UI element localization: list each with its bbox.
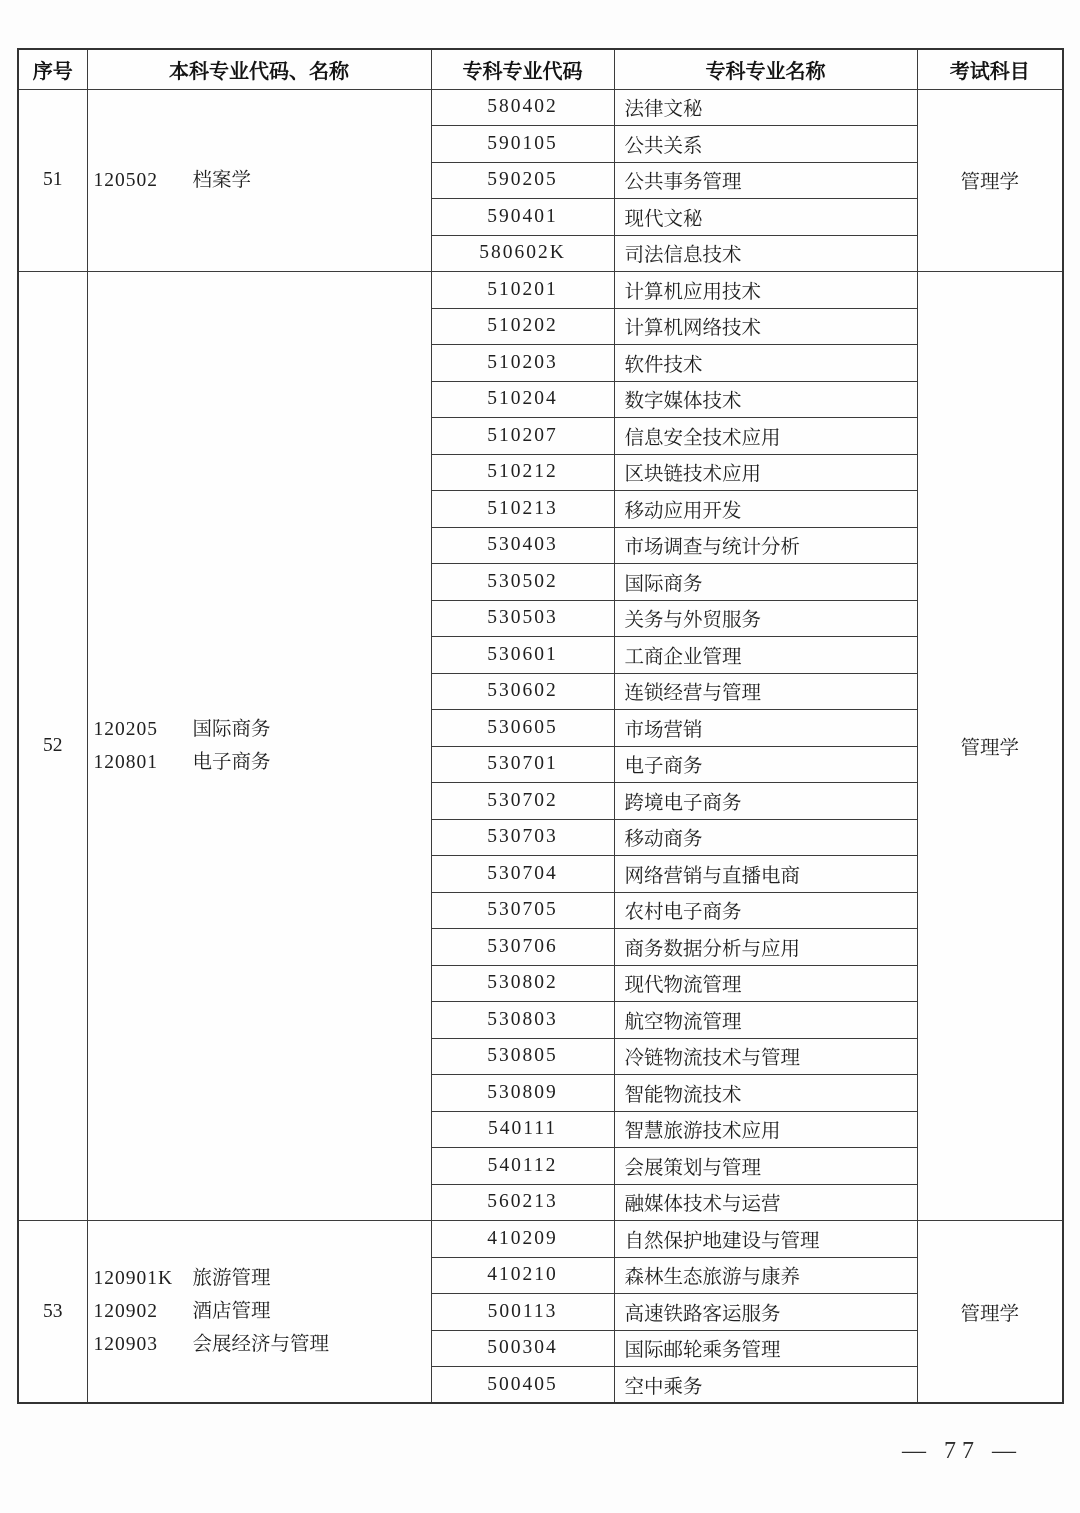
header-cell: 本科专业代码、名称 (87, 49, 431, 89)
header-cell: 专科专业代码 (431, 49, 614, 89)
undergrad-major-name: 旅游管理 (192, 1268, 271, 1289)
college-major-name-cell: 智能物流技术 (614, 1075, 917, 1112)
college-major-name-cell: 数字媒体技术 (614, 381, 917, 418)
exam-subject-cell: 管理学 (917, 1221, 1063, 1404)
college-major-name-cell: 智慧旅游技术应用 (614, 1111, 917, 1148)
college-major-name-cell: 关务与外贸服务 (614, 600, 917, 637)
college-major-code-cell: 530702 (431, 783, 614, 820)
college-major-code-cell: 580602K (431, 235, 614, 272)
undergrad-major-code: 120502 (93, 169, 158, 191)
college-major-name-cell: 连锁经营与管理 (614, 673, 917, 710)
college-major-name-cell: 移动商务 (614, 819, 917, 856)
college-major-name-cell: 自然保护地建设与管理 (614, 1221, 917, 1258)
college-major-code-cell: 530704 (431, 856, 614, 893)
undergrad-major-cell (87, 1221, 431, 1404)
undergrad-major-code: 120901K (93, 1268, 174, 1289)
college-major-name-cell: 森林生态旅游与康养 (614, 1257, 917, 1294)
undergrad-major-code: 120801 (93, 752, 158, 773)
undergrad-major-code: 120903 (93, 1334, 158, 1355)
college-major-name-cell: 现代文秘 (614, 199, 917, 236)
college-major-code-cell: 530502 (431, 564, 614, 601)
undergrad-major-cell (87, 272, 431, 1221)
college-major-code-cell: 530802 (431, 965, 614, 1002)
college-major-name-cell: 市场调查与统计分析 (614, 527, 917, 564)
college-major-code-cell: 510207 (431, 418, 614, 455)
college-major-code-cell: 530701 (431, 746, 614, 783)
exam-subject-cell: 管理学 (917, 272, 1063, 1221)
college-major-name-cell: 软件技术 (614, 345, 917, 382)
college-major-code-cell: 530403 (431, 527, 614, 564)
college-major-name-cell: 会展策划与管理 (614, 1148, 917, 1185)
undergrad-major-name: 酒店管理 (192, 1301, 271, 1322)
undergrad-major-line (94, 1295, 431, 1328)
college-major-code-cell: 590205 (431, 162, 614, 199)
college-major-code-cell: 530706 (431, 929, 614, 966)
table-row (18, 1221, 1063, 1258)
college-major-code-cell: 530809 (431, 1075, 614, 1112)
college-major-name-cell: 法律文秘 (614, 89, 917, 126)
college-major-code-cell: 410210 (431, 1257, 614, 1294)
undergrad-major-code: 120902 (93, 1301, 158, 1322)
table-row (18, 89, 1063, 126)
undergrad-major-line (94, 164, 431, 197)
college-major-name-cell: 高速铁路客运服务 (614, 1294, 917, 1331)
college-major-code-cell: 530803 (431, 1002, 614, 1039)
undergrad-major-code: 120205 (93, 719, 158, 740)
table-row (18, 272, 1063, 309)
undergrad-major-cell (87, 89, 431, 272)
college-major-code-cell: 590105 (431, 126, 614, 163)
college-major-code-cell: 410209 (431, 1221, 614, 1258)
college-major-code-cell: 510203 (431, 345, 614, 382)
header-row (18, 49, 1063, 89)
undergrad-major-line (94, 713, 431, 746)
college-major-name-cell: 公共事务管理 (614, 162, 917, 199)
college-major-name-cell: 区块链技术应用 (614, 454, 917, 491)
college-major-code-cell: 530605 (431, 710, 614, 747)
undergrad-major-name: 国际商务 (192, 719, 271, 740)
college-major-name-cell: 公共关系 (614, 126, 917, 163)
college-major-name-cell: 司法信息技术 (614, 235, 917, 272)
table-body (18, 89, 1063, 1403)
college-major-code-cell: 510201 (431, 272, 614, 309)
college-major-name-cell: 信息安全技术应用 (614, 418, 917, 455)
college-major-code-cell: 510202 (431, 308, 614, 345)
college-major-code-cell: 530805 (431, 1038, 614, 1075)
sequence-cell: 51 (18, 89, 87, 272)
page-number: — 77 — (902, 1438, 1022, 1464)
college-major-code-cell: 510212 (431, 454, 614, 491)
college-major-code-cell: 590401 (431, 199, 614, 236)
college-major-code-cell: 510204 (431, 381, 614, 418)
majors-table (17, 48, 1064, 1404)
college-major-name-cell: 融媒体技术与运营 (614, 1184, 917, 1221)
college-major-name-cell: 网络营销与直播电商 (614, 856, 917, 893)
sequence-cell: 52 (18, 272, 87, 1221)
college-major-name-cell: 商务数据分析与应用 (614, 929, 917, 966)
college-major-code-cell: 530601 (431, 637, 614, 674)
undergrad-major-name: 档案学 (192, 169, 252, 191)
exam-subject-cell: 管理学 (917, 89, 1063, 272)
college-major-name-cell: 移动应用开发 (614, 491, 917, 528)
college-major-name-cell: 计算机网络技术 (614, 308, 917, 345)
college-major-code-cell: 540111 (431, 1111, 614, 1148)
college-major-code-cell: 500304 (431, 1330, 614, 1367)
college-major-name-cell: 航空物流管理 (614, 1002, 917, 1039)
sequence-cell: 53 (18, 1221, 87, 1404)
undergrad-major-line (94, 1328, 431, 1361)
college-major-name-cell: 冷链物流技术与管理 (614, 1038, 917, 1075)
college-major-code-cell: 530503 (431, 600, 614, 637)
college-major-code-cell: 560213 (431, 1184, 614, 1221)
college-major-name-cell: 现代物流管理 (614, 965, 917, 1002)
college-major-code-cell: 510213 (431, 491, 614, 528)
table-header (18, 49, 1063, 89)
college-major-name-cell: 计算机应用技术 (614, 272, 917, 309)
header-cell: 序号 (18, 49, 87, 89)
college-major-code-cell: 580402 (431, 89, 614, 126)
undergrad-major-line (94, 1262, 431, 1295)
header-cell: 专科专业名称 (614, 49, 917, 89)
college-major-name-cell: 空中乘务 (614, 1367, 917, 1404)
college-major-name-cell: 农村电子商务 (614, 892, 917, 929)
college-major-code-cell: 530703 (431, 819, 614, 856)
undergrad-major-line (94, 746, 431, 779)
college-major-name-cell: 电子商务 (614, 746, 917, 783)
college-major-code-cell: 500405 (431, 1367, 614, 1404)
college-major-name-cell: 工商企业管理 (614, 637, 917, 674)
college-major-code-cell: 530705 (431, 892, 614, 929)
college-major-code-cell: 500113 (431, 1294, 614, 1331)
college-major-code-cell: 540112 (431, 1148, 614, 1185)
undergrad-major-name: 会展经济与管理 (192, 1334, 330, 1355)
college-major-name-cell: 跨境电子商务 (614, 783, 917, 820)
college-major-name-cell: 国际邮轮乘务管理 (614, 1330, 917, 1367)
undergrad-major-name: 电子商务 (192, 752, 271, 773)
college-major-code-cell: 530602 (431, 673, 614, 710)
college-major-name-cell: 市场营销 (614, 710, 917, 747)
college-major-name-cell: 国际商务 (614, 564, 917, 601)
header-cell: 考试科目 (917, 49, 1063, 89)
